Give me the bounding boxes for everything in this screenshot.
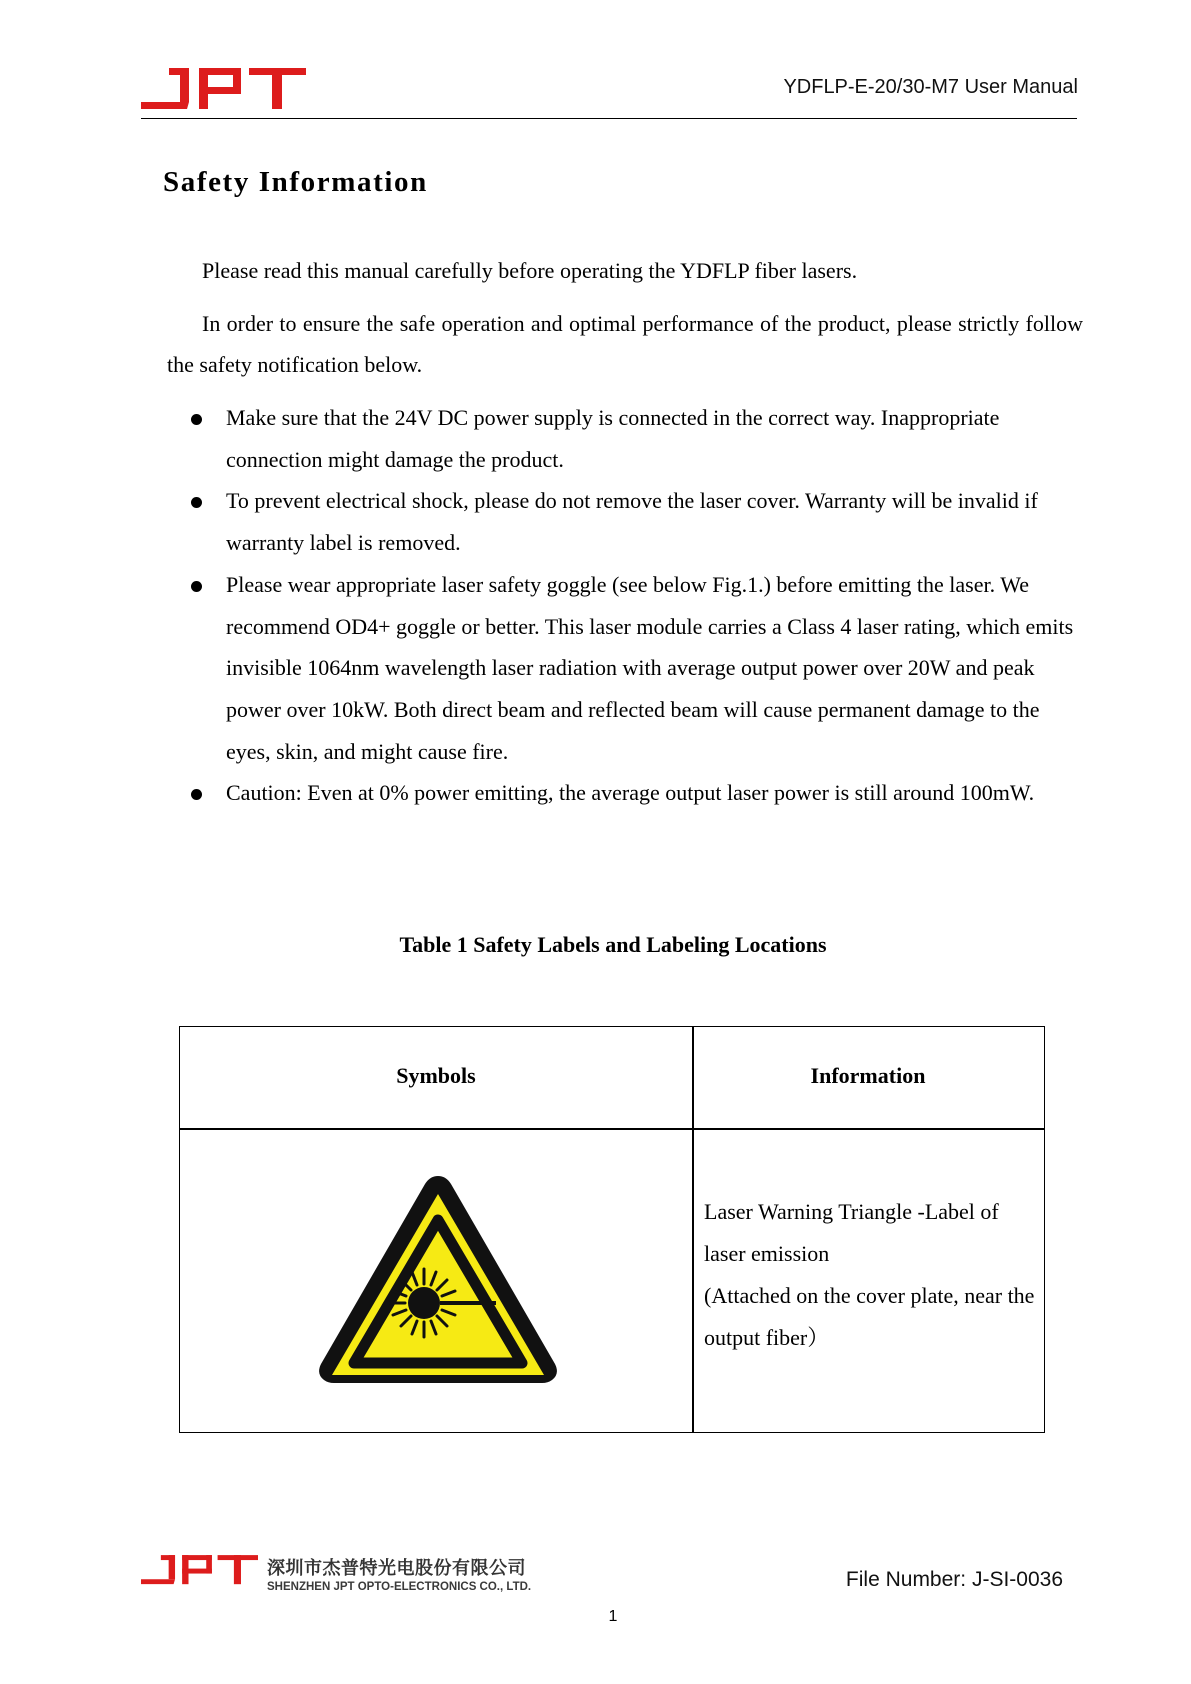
manual-title: YDFLP-E-20/30-M7 User Manual [783, 76, 1078, 98]
table-row-divider [180, 1128, 1044, 1130]
bullet-icon [191, 414, 202, 425]
jpt-logo [141, 66, 306, 112]
safety-bullet-item [188, 480, 1078, 563]
safety-bullet-item [188, 564, 1078, 773]
header-divider [141, 118, 1077, 119]
file-number: File Number: J-SI-0036 [845, 1568, 1063, 1591]
instruction-paragraph: In order to ensure the safe operation and optimal performance of the product, please strictly follow the safety notification below. [167, 311, 1083, 377]
table-header-symbols: Symbols [396, 1063, 476, 1088]
safety-bullet-item [188, 772, 1078, 814]
footer-company-name [267, 1554, 531, 1593]
intro-paragraph: Please read this manual carefully before operating the YDFLP fiber lasers. [202, 258, 858, 283]
bullet-text: Make sure that the 24V DC power supply is connected in the correct way. Inappropriate connection might damage the product. [226, 405, 1000, 472]
company-name-english: SHENZHEN JPT OPTO-ELECTRONICS CO., LTD. [267, 1581, 532, 1593]
table-header-information: Information [810, 1063, 926, 1088]
bullet-icon [191, 497, 202, 508]
section-title: Safety Information [163, 166, 428, 198]
symbol-information [704, 1191, 1040, 1359]
safety-bullet-list [188, 397, 1078, 814]
page-number: 1 [608, 1608, 618, 1625]
company-name-chinese: 深圳市杰普特光电股份有限公司 [267, 1558, 526, 1578]
table-caption: Table 1 Safety Labels and Labeling Locations [399, 932, 827, 957]
bullet-text: Caution: Even at 0% power emitting, the average output laser power is still around 100mW. [226, 780, 1035, 806]
bullet-icon [191, 789, 202, 800]
safety-labels-table [179, 1026, 1045, 1433]
bullet-icon [191, 581, 202, 592]
bullet-text: To prevent electrical shock, please do not remove the laser cover. Warranty will be invalid if warranty label is removed. [226, 488, 1038, 556]
footer-jpt-logo [141, 1553, 258, 1587]
info-label-description: Laser Warning Triangle -Label of laser emission [704, 1199, 999, 1266]
safety-bullet-item [188, 397, 1078, 480]
info-label-location: (Attached on the cover plate, near the output fiber） [704, 1283, 1035, 1350]
bullet-text: Please wear appropriate laser safety goggle (see below Fig.1.) before emitting the laser. We recommend OD4+ goggle or better. This laser module carries a Class 4 laser rating, which emits invisible 1064nm wavelength laser radiation with average output power over 20W and peak power over 10kW. Both direct beam and reflected beam will cause permanent damage to the eyes, skin, and might cause fire. [226, 571, 1074, 764]
laser-warning-triangle-icon [316, 1172, 560, 1386]
